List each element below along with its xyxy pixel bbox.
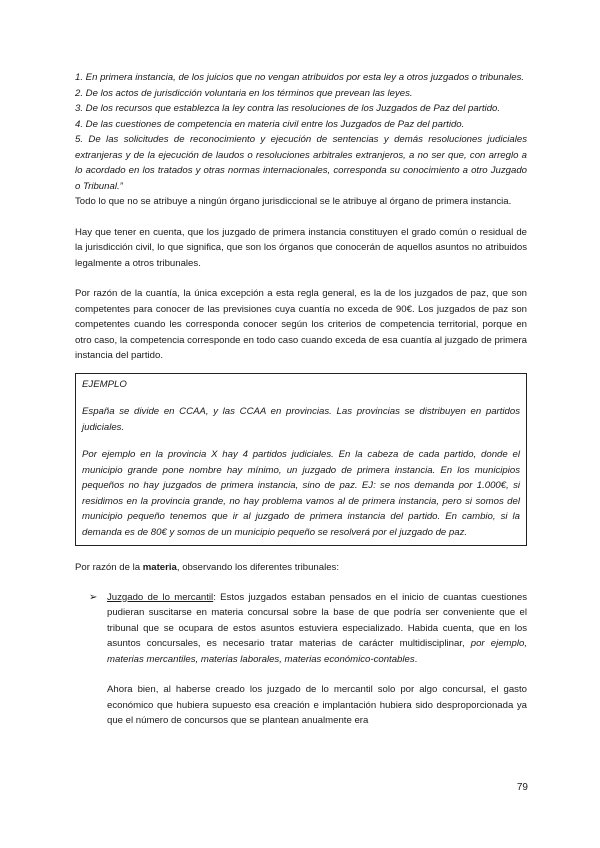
list-item: 2. De los actos de jurisdicción voluntaria en los términos que prevean las leyes.	[75, 87, 413, 99]
bullet-term: Juzgado de lo mercantil	[107, 591, 214, 603]
example-paragraph-2: Por ejemplo en la provincia X hay 4 partidos judiciales. En la cabeza de cada partido, donde el municipio grande pone nombre hay mínimo, un juzgado de primera instancia. En los municipios pequeños no hay juzgados de primera instancia, sino de paz. EJ: se nos demanda por 1.000€, si residimos en la provincia grande, no hay problema vamos al de primera instancia, pero si somos del municipio pequeño tenemos que ir al juzgado de primera instancia del partido. En cambio, si la demanda es de 80€ y somos de un municipio pequeño se resolverá por el juzgado de paz.	[82, 449, 520, 538]
bullet-paragraph-2: Ahora bien, al haberse creado los juzgado de lo mercantil solo por algo concursal, el gasto económico que hubiera supuesto esa creación e implantación hubiera sido desproporcionada ya que el número de concursos que se plantean anualmente era	[107, 684, 527, 726]
list-item: 3. De los recursos que establezca la ley contra las resoluciones de los Juzgados de Paz del partido.	[75, 103, 501, 114]
page-content	[75, 70, 527, 729]
paragraph-cuantia: Por razón de la cuantía, la única excepción a esta regla general, es la de los juzgados de paz, que son competentes para conocer de las previsiones cuya cuantía no exceda de 90€. Los juzgados de paz son competentes cuando les corresponda conocer según los criterios de competencia territorial, porque en otro caso, la competencia corresponde en todo caso cuando exceda de esa cuantía al juzgado de primera instancia del partido.	[75, 288, 527, 361]
list-item: 5. De las solicitudes de reconocimiento y ejecución de sentencias y demás resoluciones judiciales extranjeras y de la ejecución de laudos o resoluciones arbitrales extranjeros, a no ser que, con arreglo a lo acordado en los tratados y otras normas internacionales, corresponda su conocimiento a otro Juzgado o Tribunal.”	[75, 134, 527, 192]
example-box	[75, 373, 527, 547]
page-number: 79	[516, 782, 528, 793]
paragraph-todo: Todo lo que no se atribuye a ningún órgano jurisdiccional se le atribuye al órgano de primera instancia.	[75, 196, 512, 207]
list-item: 4. De las cuestiones de competencia en materia civil entre los Juzgados de Paz del partido.	[75, 118, 465, 130]
paragraph-hay: Hay que tener en cuenta, que los juzgado de primera instancia constituyen el grado común o residual de la jurisdicción civil, lo que significa, que son los órganos que conocerán de aquellos asuntos no atribuidos legalmente a otros tribunales.	[75, 226, 527, 269]
bullet-mercantil	[75, 590, 527, 729]
bullet-text: Juzgado de lo mercantil: Estos juzgados estaban pensados en el inicio de cuantas cuestiones pudieran suscitarse en materia concursal sobre la base de que podría ser conveniente que el tribunal que se ocupara de estos asuntos estuviera especializado. Habida cuenta, que en los asuntos concursales, es necesario tratar materias de carácter multidisciplinar, por ejemplo, materias mercantiles, materias laborales, materias económico-contables.	[107, 591, 528, 665]
arrow-bullet-icon: ➢	[89, 591, 98, 603]
example-paragraph-1: España se divide en CCAA, y las CCAA en provincias. Las provincias se distribuyen en partidos judiciales.	[82, 406, 520, 433]
example-title: EJEMPLO	[82, 378, 127, 390]
paragraph-materia: Por razón de la materia, observando los diferentes tribunales:	[75, 562, 339, 573]
materia-bold: materia	[142, 562, 177, 573]
list-item: 1. En primera instancia, de los juicios que no vengan atribuidos por esta ley a otros juzgados o tribunales.	[75, 72, 525, 83]
competence-list	[75, 70, 527, 194]
